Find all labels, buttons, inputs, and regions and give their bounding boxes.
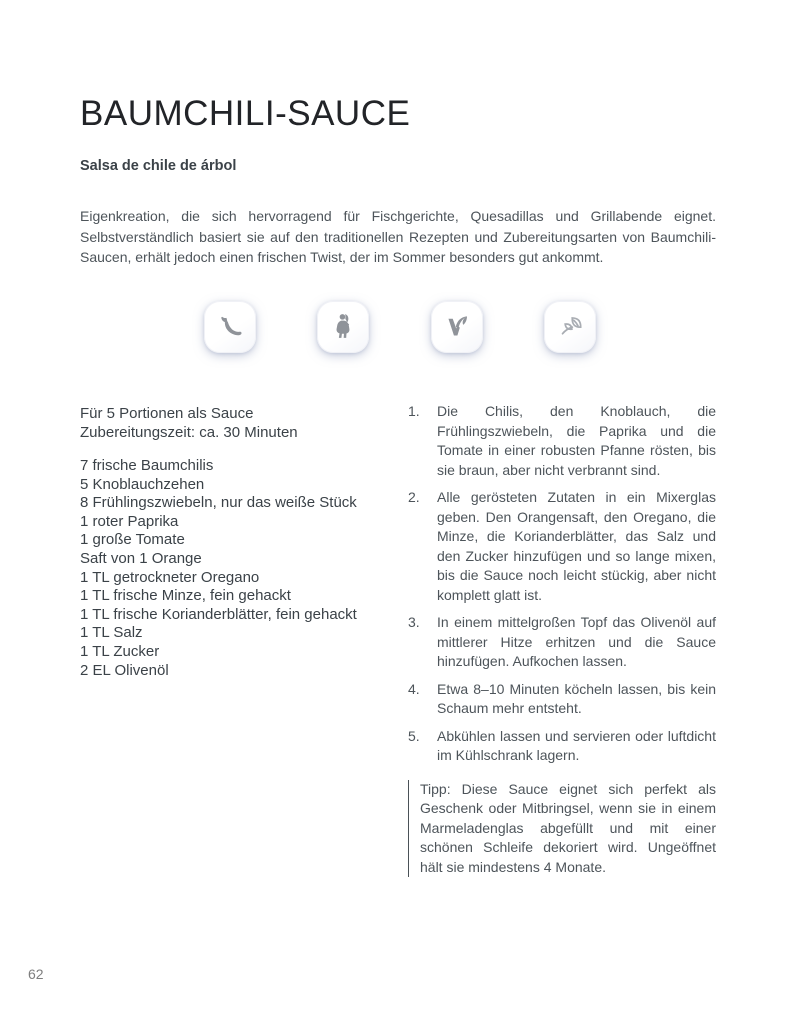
recipe-step — [408, 680, 716, 719]
ingredient-line: 1 große Tomate — [80, 531, 185, 549]
steps-list — [408, 402, 716, 766]
ingredient-line: 1 TL frische Minze, fein gehackt — [80, 587, 291, 605]
step-text: Abkühlen lassen und servieren oder luftdicht im Kühlschrank lagern. — [437, 727, 716, 763]
step-text: Die Chilis, den Knoblauch, die Frühlingszwiebeln, die Paprika und die Tomate in einer robusten Pfanne rösten, bis sie braun, aber nicht verbrannt sind. — [437, 403, 716, 478]
pregnancy-badge — [317, 301, 369, 353]
vegetarian-badge — [431, 301, 483, 353]
page-number: 62 — [28, 966, 44, 982]
recipe-step — [408, 727, 716, 766]
ingredient-line: 1 TL frische Korianderblätter, fein gehackt — [80, 605, 357, 623]
ingredient-line: Saft von 1 Orange — [80, 549, 202, 567]
ingredient-line: 8 Frühlingszwiebeln, nur das weiße Stück — [80, 494, 357, 512]
ingredient-line: 2 EL Olivenöl — [80, 661, 169, 679]
ingredients-list — [80, 457, 412, 680]
recipe-step — [408, 402, 716, 480]
vegetarian-v-icon — [441, 311, 473, 343]
diet-badges — [204, 300, 596, 354]
recipe-step — [408, 613, 716, 672]
step-number: 3. — [408, 614, 420, 630]
ingredient-line: 1 TL getrockneter Oregano — [80, 568, 260, 586]
step-text: Etwa 8–10 Minuten köcheln lassen, bis kein Schaum mehr entsteht. — [437, 680, 716, 716]
step-text: In einem mittelgroßen Topf das Olivenöl auf mittlerer Hitze erhitzen und die Sauce hinzufügen. Aufkochen lassen. — [437, 614, 716, 669]
ingredient-line: 1 TL Zucker — [80, 642, 160, 660]
page-title: BAUMCHILI-SAUCE — [80, 94, 411, 134]
ingredients-column — [80, 404, 412, 680]
step-number: 1. — [408, 403, 420, 419]
pregnant-woman-icon — [327, 311, 359, 343]
ingredient-line: 1 roter Paprika — [80, 512, 179, 530]
steps-column — [408, 402, 716, 877]
step-number: 5. — [408, 727, 420, 744]
recipe-subtitle: Salsa de chile de árbol — [80, 158, 237, 174]
vegan-badge — [544, 301, 596, 353]
tip-box: Tipp: Diese Sauce eignet sich perfekt als Geschenk oder Mitbringsel, wenn sie in einem Marmeladenglas abgefüllt und mit einer schönen Schleife dekoriert wird. Ungeöffnet hält sie mindestens 4 Monate. — [408, 780, 716, 878]
ingredient-line: 1 TL Salz — [80, 624, 143, 642]
step-text: Alle gerösteten Zutaten in ein Mixerglas geben. Den Orangensaft, den Oregano, die Minze, die Korianderblätter, das Salz und den Zucker hinzufügen und so lange mixen, bis die Sauce noch leicht stückig, aber nicht komplett glatt ist. — [437, 489, 716, 603]
recipe-intro: Eigenkreation, die sich hervorragend für Fischgerichte, Quesadillas und Grillabende eignet. Selbstverständlich basiert sie auf den traditionellen Rezepten und Zubereitungsarten von Baumchili-Saucen, erhält jedoch einen frischen Twist, der im Sommer besonders gut ankommt. — [80, 208, 716, 265]
step-number: 4. — [408, 680, 420, 697]
step-number: 2. — [408, 489, 420, 505]
ingredient-line: 5 Knoblauchzehen — [80, 475, 205, 493]
chili-pepper-icon — [214, 311, 246, 343]
ingredient-line: 7 frische Baumchilis — [80, 457, 214, 474]
vegan-leaves-icon — [554, 311, 586, 343]
servings-line: Für 5 Portionen als Sauce — [80, 405, 254, 422]
prep-time-line: Zubereitungszeit: ca. 30 Minuten — [80, 424, 298, 441]
recipe-step — [408, 488, 716, 605]
spicy-badge — [204, 301, 256, 353]
